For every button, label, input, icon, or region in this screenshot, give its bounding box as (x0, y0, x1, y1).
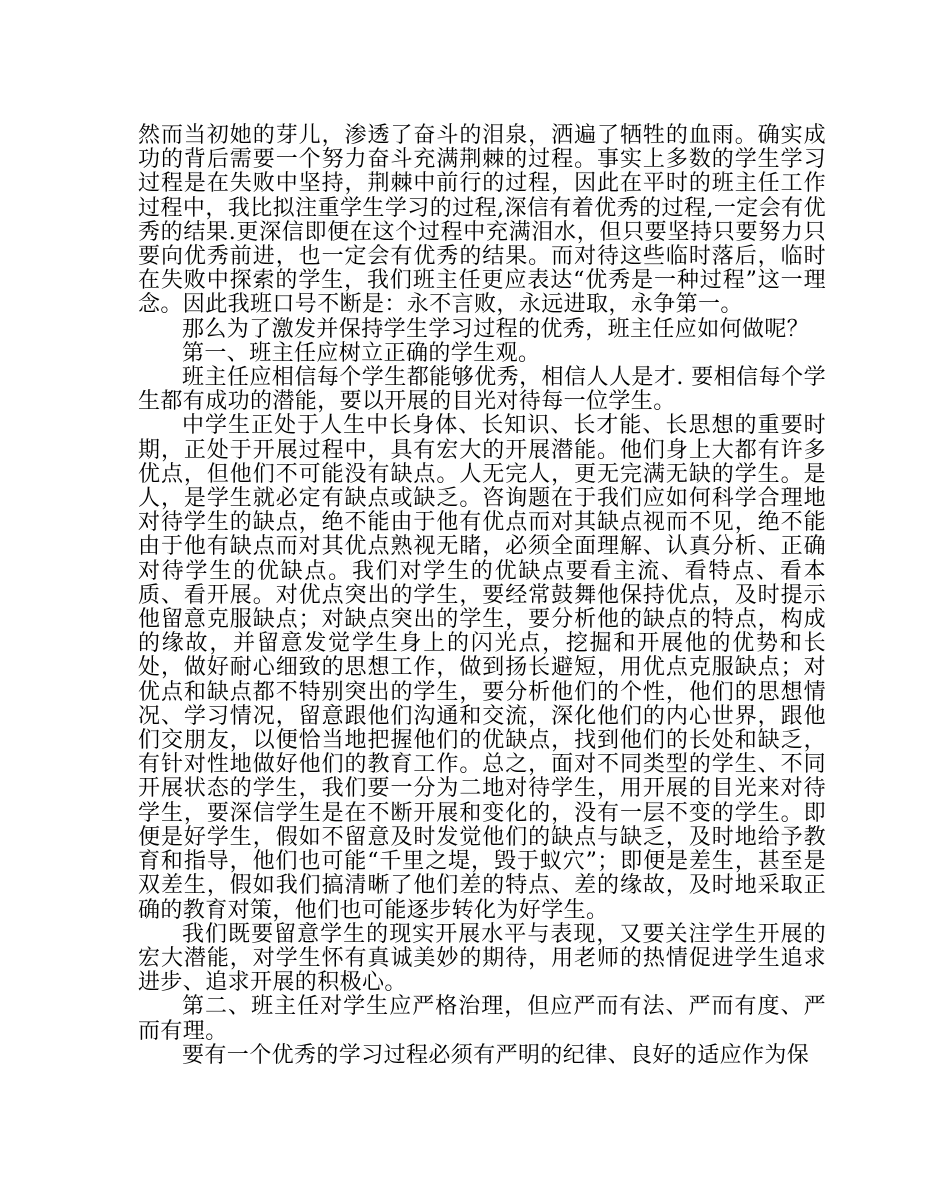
paragraph-2: 那么为了激发并保持学生学习过程的优秀，班主任应如何做呢？ (182, 316, 810, 342)
document-page (138, 124, 826, 1068)
paragraph-8: 要有一个优秀的学习过程必须有严明的纪律、良好的适应作为保 (182, 1042, 810, 1068)
paragraph-1: 然而当初她的芽儿，渗透了奋斗的泪泉，洒遍了牺牲的血雨。确实成功的背后需要一个努力奋斗充满荆棘的过程。事实上多数的学生学习过程是在失败中坚持，荆棘中前行的过程，因此在平时的班主任工作过程中，我比拟注重学生学习的过程,深信有着优秀的过程,一定会有优秀的结果.更深信即便在这个过程中充满泪水，但只要坚持只要努力只要向优秀前进，也一定会有优秀的结果。而对待这些临时落后，临时在失败中探索的学生，我们班主任更应表达“优秀是一种过程”这一理念。因此我班口号不断是：永不言败，永远进取，永争第一。 (138, 123, 826, 318)
paragraph-6: 我们既要留意学生的现实开展水平与表现，又要关注学生开展的宏大潜能，对学生怀有真诚美妙的期待，用老师的热情促进学生追求进步、追求开展的积极心。 (138, 921, 826, 996)
paragraph-5: 中学生正处于人生中长身体、长知识、长才能、长思想的重要时期，正处于开展过程中，具有宏大的开展潜能。他们身上大都有许多优点，但他们不可能没有缺点。人无完人，更无完满无缺的学生。是人，是学生就必定有缺点或缺乏。咨询题在于我们应如何科学合理地对待学生的缺点，绝不能由于他有优点而对其缺点视而不见，绝不能由于他有缺点而对其优点熟视无睹，必须全面理解、认真分析、正确对待学生的优缺点。我们对学生的优缺点要看主流、看特点、看本质、看开展。对优点突出的学生，要经常鼓舞他保持优点，及时提示他留意克服缺点；对缺点突出的学生，要分析他的缺点的特点，构成的缘故，并留意发觉学生身上的闪光点，挖掘和开展他的优势和长处，做好耐心细致的思想工作，做到扬长避短，用优点克服缺点；对优点和缺点都不特别突出的学生，要分析他们的个性，他们的思想情况、学习情况，留意跟他们沟通和交流，深化他们的内心世界，跟他们交朋友，以便恰当地把握他们的优缺点，找到他们的长处和缺乏，有针对性地做好他们的教育工作。总之，面对不同类型的学生、不同开展状态的学生，我们要一分为二地对待学生，用开展的目光来对待学生，要深信学生是在不断开展和变化的，没有一层不变的学生。即便是好学生，假如不留意及时发觉他们的缺点与缺乏，及时地给予教育和指导，他们也可能“千里之堤，毁于蚁穴”；即便是差生，甚至是双差生，假如我们搞清晰了他们差的特点、差的缘故，及时地采取正确的教育对策，他们也可能逐步转化为好学生。 (138, 413, 826, 923)
paragraph-3-heading: 第一、班主任应树立正确的学生观。 (182, 340, 541, 366)
paragraph-4: 班主任应相信每个学生都能够优秀，相信人人是才. 要相信每个学生都有成功的潜能，要以开展的目光对待每一位学生。 (138, 365, 826, 415)
paragraph-7-heading: 第二、班主任对学生应严格治理，但应严而有法、严而有度、严而有理。 (138, 994, 826, 1044)
